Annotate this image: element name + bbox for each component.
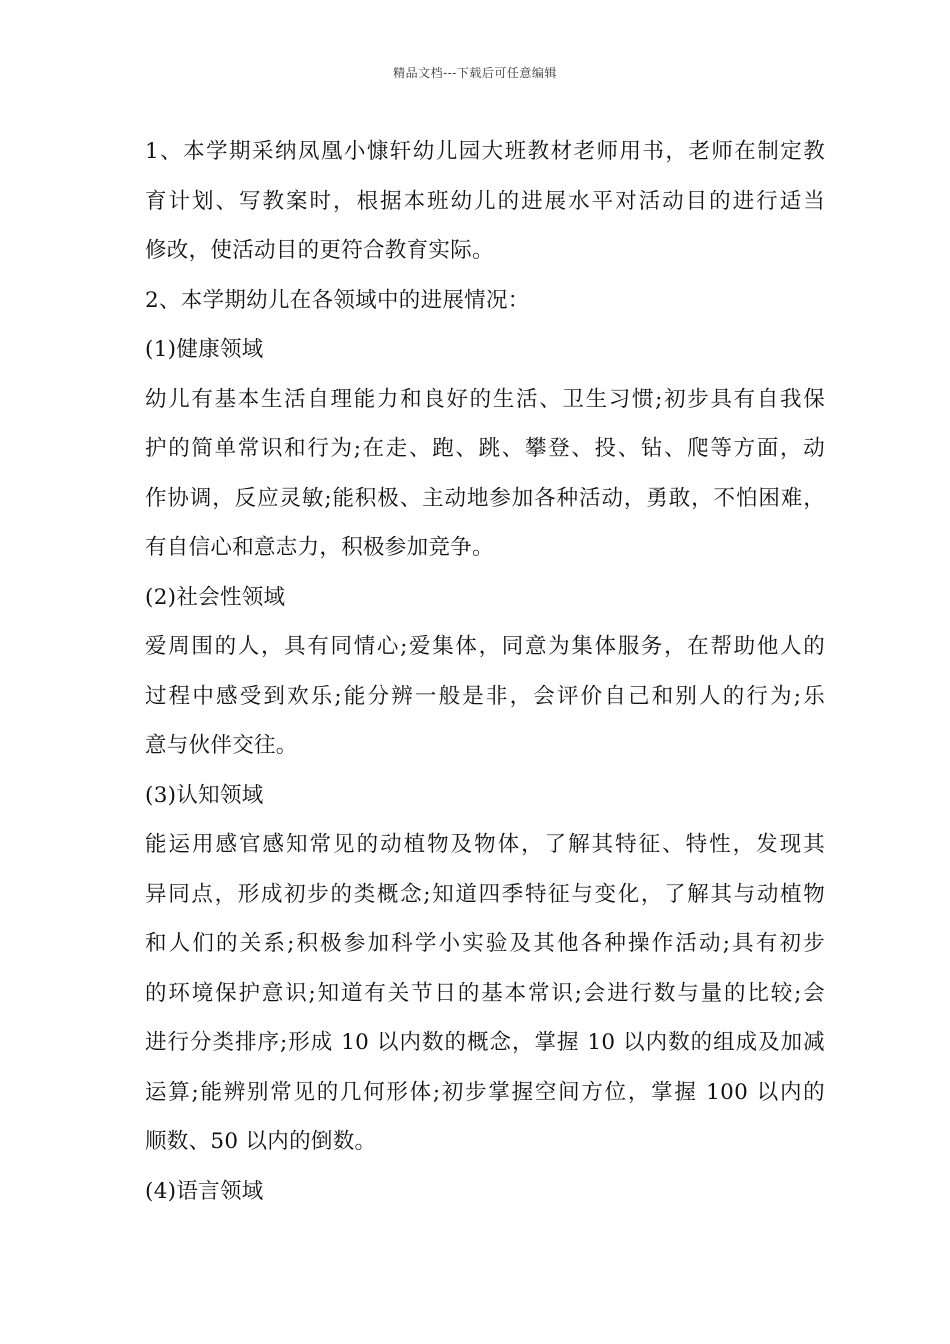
document-body bbox=[145, 127, 825, 1216]
text-line: 修改，使活动目的更符合教育实际。 bbox=[145, 238, 494, 263]
text-line: 进行分类排序;形成 10 以内数的概念，掌握 10 以内数的组成及加减 bbox=[145, 1030, 825, 1055]
text-line: 2、本学期幼儿在各领域中的进展情况： bbox=[145, 287, 530, 313]
text-line: 异同点，形成初步的类概念;知道四季特征与变化，了解其与动植物 bbox=[145, 881, 825, 907]
text-line: (3)认知领域 bbox=[145, 782, 264, 808]
text-line: 育计划、写教案时，根据本班幼儿的进展水平对活动目的进行适当 bbox=[145, 188, 825, 214]
text-line: 有自信心和意志力，积极参加竞争。 bbox=[145, 535, 494, 560]
page-header: 精品文档---下载后可任意编辑 bbox=[393, 66, 557, 80]
text-line: 护的简单常识和行为;在走、跑、跳、攀登、投、钻、爬等方面，动 bbox=[145, 436, 825, 461]
text-line: (1)健康领域 bbox=[145, 337, 264, 362]
text-line: 和人们的关系;积极参加科学小实验及其他各种操作活动;具有初步 bbox=[145, 931, 825, 956]
text-line: 运算;能辨别常见的几何形体;初步掌握空间方位，掌握 100 以内的 bbox=[145, 1079, 825, 1105]
text-line: 1、本学期采纳凤凰小慷轩幼儿园大班教材老师用书，老师在制定教 bbox=[145, 139, 825, 164]
text-line: 顺数、50 以内的倒数。 bbox=[145, 1129, 377, 1154]
text-line: (2)社会性领域 bbox=[145, 584, 286, 610]
text-line: 爱周围的人，具有同情心;爱集体，同意为集体服务，在帮助他人的 bbox=[145, 634, 825, 659]
text-line: 意与伙伴交往。 bbox=[145, 733, 298, 758]
text-line: 过程中感受到欢乐;能分辨一般是非，会评价自己和别人的行为;乐 bbox=[145, 683, 825, 709]
text-line: 幼儿有基本生活自理能力和良好的生活、卫生习惯;初步具有自我保 bbox=[145, 386, 825, 412]
text-line: (4)语言领域 bbox=[145, 1178, 264, 1204]
text-line: 能运用感官感知常见的动植物及物体，了解其特征、特性，发现其 bbox=[145, 832, 825, 857]
text-line: 的环境保护意识;知道有关节日的基本常识;会进行数与量的比较;会 bbox=[145, 980, 825, 1006]
text-line: 作协调，反应灵敏;能积极、主动地参加各种活动，勇敢，不怕困难， bbox=[145, 485, 825, 511]
